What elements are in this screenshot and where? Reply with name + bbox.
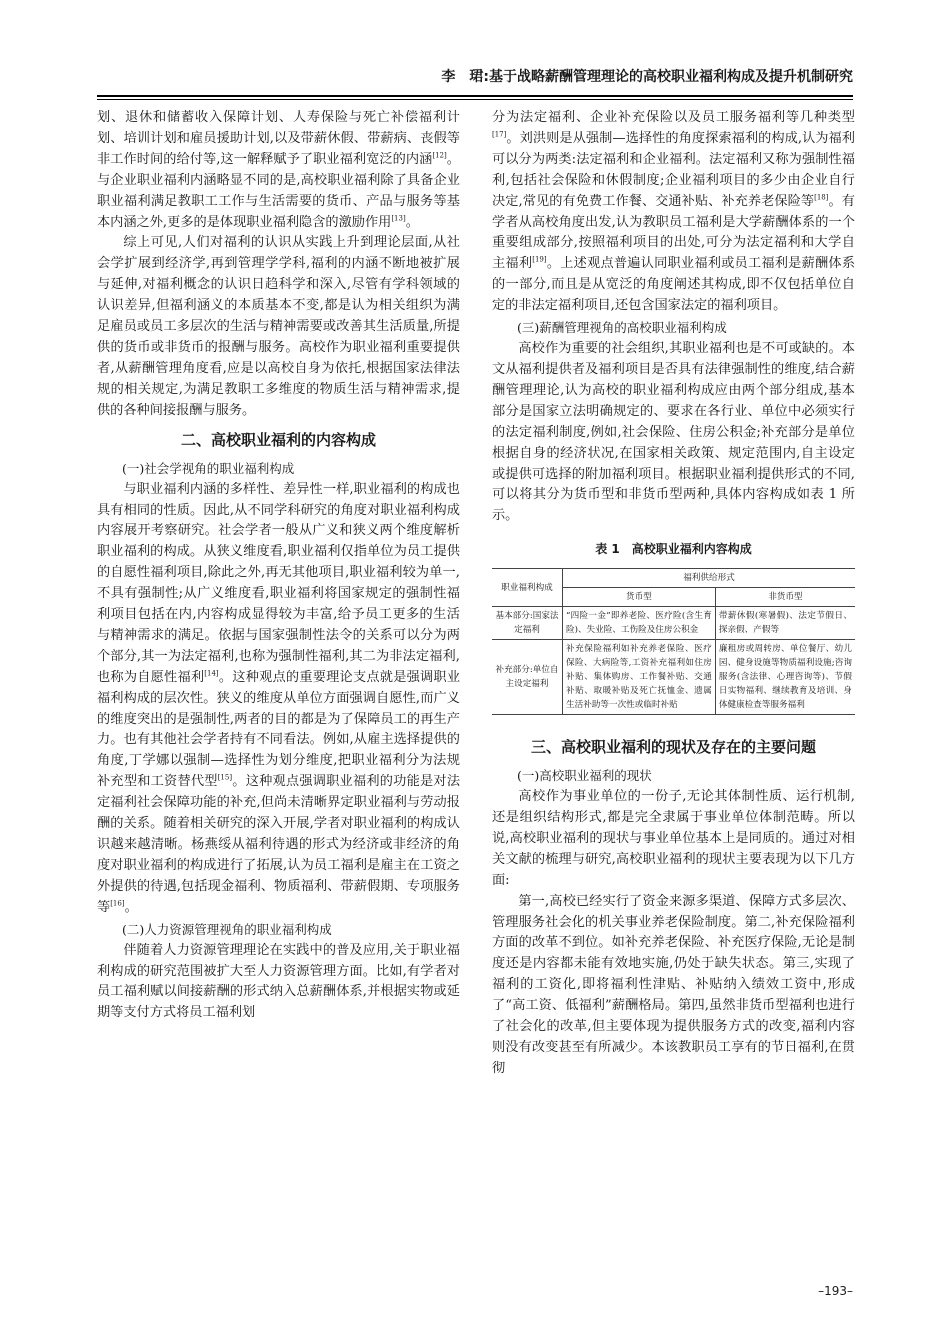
paragraph: 与职业福利内涵的多样性、差异性一样,职业福利的构成也具有相同的性质。因此,从不同学科研究的角度对职业福利构成内容展开考察研究。社会学者一般从广义和狭义两个维度解析职业福利的构成。从狭义维度看,职业福利仅指单位为员工提供的自愿性福利项目,除此之外,再无其他项目,职业福利较为单一,不具有强制性;从广义维度看,职业福利将国家规定的强制性福利项目包括在内,内容构成显得较为丰富,给予员工更多的生活与精神需求的满足。依据与国家强制性法令的关系可以分为两个部分,其一为法定福利,也称为强制性福利,其二为非法定福利,也称为自愿性福利[14]。这种观点的重要理论支点就是强调职业福利构成的层次性。狭义的维度从单位方面强调自愿性,而广义的维度突出的是强制性,两者的目的都是为了保障员工的再生产力。也有其他社会学者持有不同看法。例如,从雇主选择提供的角度,丁学娜以强制—选择性为划分维度,把职业福利分为法规补充型和工资替代型[15]。这种观点强调职业福利的功能是对法定福利社会保障功能的补充,但尚未清晰界定职业福利与劳动报酬的关系。随着相关研究的深入开展,学者对职业福利的构成认识越来越清晰。杨燕绥从福利待遇的形式为经济或非经济的角度对职业福利的构成进行了拓展,认为员工福利是雇主在工资之外提供的待遇,包括现金福利、物质福利、带薪假期、专项服务等[16]。 <box>97 481 461 915</box>
table-cell: 廉租房或周转房、单位餐厅、幼儿园、健身设施等物质福利设施;咨询服务(含法律、心理咨询等)、节假日实物福利、继续教育及培训、身体健康检查等服务福利 <box>715 640 855 715</box>
table-header-composition: 职业福利构成 <box>492 569 563 607</box>
table-row-header: 补充部分:单位自主设定福利 <box>492 640 563 715</box>
citation: [12] <box>432 151 447 160</box>
subsection-heading: (三)薪酬管理视角的高校职业福利构成 <box>517 320 727 336</box>
welfare-table <box>492 568 855 715</box>
table-header-group: 福利供给形式 <box>563 569 856 588</box>
table-header-nonmonetary: 非货币型 <box>715 588 855 607</box>
table-row <box>492 640 855 715</box>
paragraph: 第一,高校已经实行了资金来源多渠道、保障方式多层次、管理服务社会化的机关事业养老保险制度。第二,补充保险福利方面的改革不到位。如补充养老保险、补充医疗保险,无论是制度还是内容都未能有效地实施,仍处于缺失状态。第三,实现了福利的工资化,即将福利性津贴、补贴纳入绩效工资中,形成了“高工资、低福利”薪酬格局。第四,虽然非货币型福利也进行了社会化的改革,但主要体现为提供服务方式的改变,福利内容则没有改变甚至有所减少。本该教职员工享有的节日福利,在贯彻 <box>492 893 855 1076</box>
left-column <box>97 108 460 1024</box>
subsection-heading: (二)人力资源管理视角的职业福利构成 <box>122 921 332 937</box>
table-caption: 表 1 高校职业福利内容构成 <box>595 542 752 557</box>
table-cell: 带薪休假(寒暑假)、法定节假日、探亲假、产假等 <box>715 607 855 640</box>
table-row-header: 基本部分:国家法定福利 <box>492 607 563 640</box>
paragraph: 伴随着人力资源管理理论在实践中的普及应用,关于职业福利构成的研究范围被扩大至人力资源管理方面。比如,有学者对员工福利赋以间接薪酬的形式纳入总薪酬体系,并根据实物或延期等支付方式将员工福利划 <box>97 942 460 1021</box>
header-rule-thin <box>97 99 853 100</box>
paragraph: 综上可见,人们对福利的认识从实践上升到理论层面,从社会学扩展到经济学,再到管理学学科,福利的内涵不断地被扩展与延伸,对福利概念的认识日趋科学和深入,尽管有学科领域的认识差异,但福利涵义的本质基本不变,都是认为相关组织为满足雇员或员工多层次的生活与精神需要或改善其生活质量,所提供的货币或非货币的报酬与服务。高校作为职业福利重要提供者,从薪酬管理角度看,应是以高校自身为依托,根据国家法律法规的相关规定,为满足教职工多维度的物质生活与精神需求,提供的各种间接报酬与服务。 <box>97 235 460 418</box>
paragraph: 划、退休和储蓄收入保障计划、人寿保险与死亡补偿福利计划、培训计划和雇员援助计划,以及带薪休假、带薪病、丧假等非工作时间的给付等,这一解释赋予了职业福利宽泛的内涵[12]。与企业职业福利内涵略显不同的是,高校职业福利除了具备企业职业福利满足教职工工作与生活需要的货币、产品与服务等基本内涵之外,更多的是体现职业福利隐含的激励作用[13]。 <box>97 110 460 230</box>
running-header: 李 珺:基于战略薪酬管理理论的高校职业福利构成及提升机制研究 <box>441 69 853 85</box>
paragraph: 高校作为事业单位的一份子,无论其体制性质、运行机制,还是组织结构形式,都是完全隶属于事业单位体制范畴。所以说,高校职业福利的现状与事业单位基本上是同质的。通过对相关文献的梳理与研究,高校职业福利的现状主要表现为以下几方面: <box>492 789 855 888</box>
paragraph: 高校作为重要的社会组织,其职业福利也是不可或缺的。本文从福利提供者及福利项目是否具有法律强制性的维度,结合薪酬管理理论,认为高校的职业福利构成应由两个部分组成,基本部分是国家立法明确规定的、要求在各行业、单位中必须实行的法定福利制度,例如,社会保险、住房公积金;补充部分是单位根据自身的经济状况,在国家相关政策、规定范围内,自主设定或提供可选择的附加福利项目。根据职业福利提供形式的不同,可以将其分为货币型和非货币型两种,具体内容构成如表 1 所示。 <box>492 341 855 524</box>
subsection-heading: (一)社会学视角的职业福利构成 <box>122 460 295 476</box>
right-column <box>492 108 855 1080</box>
citation: [15] <box>217 773 233 782</box>
citation: [14] <box>204 669 219 678</box>
table-cell: 补充保险福利如补充养老保险、医疗保险、大病险等,工资补充福利如住房补贴、集体购房、工作餐补贴、交通补贴、取暖补贴及死亡抚恤金、遗属生活补助等一次性或临时补贴 <box>563 640 716 715</box>
table-row <box>492 607 855 640</box>
table-header-monetary: 货币型 <box>563 588 716 607</box>
section-heading: 三、高校职业福利的现状及存在的主要问题 <box>530 738 816 757</box>
page-number: –193– <box>818 1284 853 1298</box>
citation: [13] <box>391 214 406 223</box>
citation: [17] <box>492 130 507 139</box>
citation: [16] <box>110 899 125 908</box>
citation: [18] <box>814 193 829 202</box>
header-rule-thick <box>97 95 853 97</box>
subsection-heading: (一)高校职业福利的现状 <box>517 768 652 784</box>
table-cell: “四险一金”即养老险、医疗险(含生育险)、失业险、工伤险及住房公积金 <box>563 607 716 640</box>
citation: [19] <box>532 255 547 264</box>
paragraph: 分为法定福利、企业补充保险以及员工服务福利等几种类型[17]。刘洪则是从强制—选择性的角度探索福利的构成,认为福利可以分为两类:法定福利和企业福利。法定福利又称为强制性福利,包括社会保险和休假制度;企业福利项目的多少由企业自行决定,常见的有免费工作餐、交通补贴、补充养老保险等[18]。有学者从高校角度出发,认为教职员工福利是大学薪酬体系的一个重要组成部分,按照福利项目的出处,可分为法定福利和大学自主福利[19]。上述观点普遍认同职业福利或员工福利是薪酬体系的一部分,而且是从宽泛的角度阐述其构成,即不仅包括单位自定的非法定福利项目,还包含国家法定的福利项目。 <box>492 110 856 314</box>
section-heading: 二、高校职业福利的内容构成 <box>180 430 376 449</box>
